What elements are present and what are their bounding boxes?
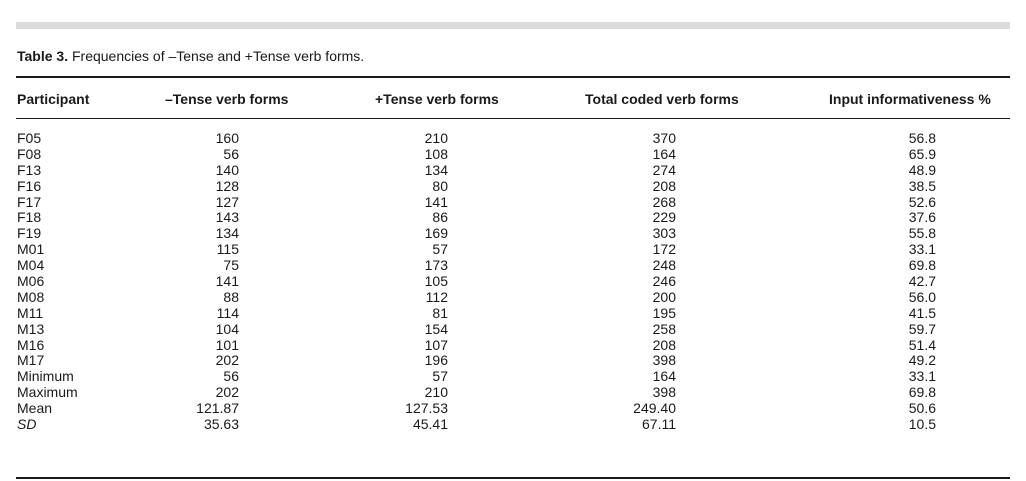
- cell-input-informativeness: 50.6: [908, 400, 936, 417]
- cell-input-informativeness: 33.1: [908, 241, 936, 258]
- cell-input-informativeness: 42.7: [908, 273, 936, 290]
- cell-total-coded: 398: [652, 352, 676, 369]
- cell-input-informativeness: 56.8: [908, 130, 936, 146]
- table-row: [0, 353, 1026, 369]
- table-row: [0, 147, 1026, 163]
- header-minus-tense: –Tense verb forms: [165, 91, 289, 107]
- cell-plus-tense: 105: [424, 273, 448, 290]
- cell-total-coded: 195: [652, 304, 676, 321]
- table-row: [0, 274, 1026, 290]
- table-row: [0, 401, 1026, 417]
- cell-minus-tense: 56: [223, 145, 239, 162]
- cell-plus-tense: 80: [432, 177, 448, 194]
- table-bottom-rule: [16, 477, 1010, 479]
- cell-total-coded: 200: [652, 288, 676, 305]
- table-caption-text: Frequencies of –Tense and +Tense verb forms.: [68, 48, 365, 64]
- table-row: [0, 369, 1026, 385]
- cell-plus-tense: 154: [424, 320, 448, 337]
- table-row: [0, 226, 1026, 242]
- cell-plus-tense: 210: [424, 130, 448, 146]
- cell-participant: Maximum: [17, 384, 78, 401]
- cell-input-informativeness: 56.0: [908, 288, 936, 305]
- cell-input-informativeness: 33.1: [908, 368, 936, 385]
- table-top-rule: [16, 76, 1010, 78]
- cell-participant: F13: [17, 161, 42, 178]
- cell-minus-tense: 75: [223, 257, 239, 274]
- cell-participant: F17: [17, 193, 42, 210]
- cell-plus-tense: 196: [424, 352, 448, 369]
- cell-plus-tense: 173: [424, 257, 448, 274]
- cell-minus-tense: 202: [215, 352, 239, 369]
- cell-minus-tense: 115: [216, 241, 239, 258]
- cell-total-coded: 172: [652, 241, 676, 258]
- header-plus-tense: +Tense verb forms: [375, 91, 499, 107]
- cell-total-coded: 208: [652, 177, 676, 194]
- cell-total-coded: 398: [652, 384, 676, 401]
- cell-plus-tense: 81: [432, 304, 448, 321]
- cell-participant: M11: [17, 304, 44, 321]
- table-row: [0, 306, 1026, 322]
- cell-input-informativeness: 65.9: [908, 145, 936, 162]
- cell-minus-tense: 141: [215, 273, 239, 290]
- cell-input-informativeness: 48.9: [908, 161, 936, 178]
- cell-participant: M01: [17, 241, 45, 258]
- cell-total-coded: 164: [652, 368, 676, 385]
- cell-total-coded: 274: [652, 161, 676, 178]
- cell-input-informativeness: 69.8: [908, 257, 936, 274]
- cell-participant: SD: [17, 416, 37, 433]
- table-row: [0, 210, 1026, 226]
- cell-minus-tense: 134: [215, 225, 239, 242]
- cell-input-informativeness: 55.8: [908, 225, 936, 242]
- cell-minus-tense: 56: [223, 368, 239, 385]
- cell-plus-tense: 57: [432, 241, 448, 258]
- cell-participant: M08: [17, 288, 45, 305]
- cell-input-informativeness: 51.4: [908, 336, 936, 353]
- header-participant: Participant: [17, 91, 90, 107]
- cell-plus-tense: 141: [424, 193, 448, 210]
- cell-input-informativeness: 37.6: [908, 209, 936, 226]
- cell-participant: M13: [17, 320, 45, 337]
- cell-minus-tense: 140: [215, 161, 239, 178]
- cell-plus-tense: 45.41: [412, 416, 448, 433]
- cell-input-informativeness: 38.5: [908, 177, 936, 194]
- cell-plus-tense: 210: [424, 384, 448, 401]
- cell-plus-tense: 107: [424, 336, 448, 353]
- cell-input-informativeness: 10.5: [908, 416, 936, 433]
- cell-plus-tense: 169: [424, 225, 448, 242]
- cell-total-coded: 164: [652, 145, 676, 162]
- cell-minus-tense: 104: [215, 320, 239, 337]
- table-row: [0, 385, 1026, 401]
- cell-minus-tense: 128: [215, 177, 239, 194]
- cell-participant: M04: [17, 257, 45, 274]
- header-total-coded: Total coded verb forms: [585, 91, 739, 107]
- cell-minus-tense: 160: [215, 130, 239, 146]
- cell-plus-tense: 134: [424, 161, 448, 178]
- cell-minus-tense: 88: [223, 288, 239, 305]
- cell-input-informativeness: 69.8: [908, 384, 936, 401]
- top-decorative-band: [16, 22, 1010, 29]
- cell-input-informativeness: 49.2: [908, 352, 936, 369]
- cell-total-coded: 249.40: [633, 400, 676, 417]
- table-row: [0, 417, 1026, 433]
- table-row: [0, 322, 1026, 338]
- cell-participant: Minimum: [17, 368, 74, 385]
- cell-total-coded: 208: [652, 336, 676, 353]
- table-row: [0, 163, 1026, 179]
- table-row: [0, 258, 1026, 274]
- cell-minus-tense: 101: [215, 336, 239, 353]
- cell-plus-tense: 127.53: [405, 400, 448, 417]
- cell-total-coded: 67.11: [642, 416, 676, 433]
- header-rule: [16, 118, 1010, 119]
- cell-plus-tense: 108: [424, 145, 448, 162]
- table-body: [0, 131, 1026, 433]
- cell-minus-tense: 114: [216, 304, 239, 321]
- cell-participant: F16: [17, 177, 42, 194]
- cell-participant: M16: [17, 336, 45, 353]
- table-row: [0, 131, 1026, 147]
- cell-participant: M06: [17, 273, 45, 290]
- table-row: [0, 179, 1026, 195]
- cell-plus-tense: 86: [432, 209, 448, 226]
- cell-participant: F08: [17, 145, 42, 162]
- cell-plus-tense: 112: [425, 288, 448, 305]
- cell-total-coded: 248: [652, 257, 676, 274]
- table-row: [0, 242, 1026, 258]
- cell-participant: F18: [17, 209, 42, 226]
- table-caption: [17, 48, 364, 64]
- cell-input-informativeness: 41.5: [908, 304, 936, 321]
- cell-total-coded: 370: [652, 130, 676, 146]
- cell-total-coded: 246: [652, 273, 676, 290]
- cell-total-coded: 229: [652, 209, 676, 226]
- cell-total-coded: 268: [652, 193, 676, 210]
- cell-minus-tense: 121.87: [196, 400, 239, 417]
- cell-minus-tense: 202: [215, 384, 239, 401]
- cell-participant: Mean: [17, 400, 53, 417]
- header-input-informativeness: Input informativeness %: [829, 91, 991, 107]
- cell-minus-tense: 143: [215, 209, 239, 226]
- table-row: [0, 338, 1026, 354]
- cell-participant: M17: [17, 352, 45, 369]
- cell-input-informativeness: 59.7: [908, 320, 936, 337]
- cell-input-informativeness: 52.6: [908, 193, 936, 210]
- table-row: [0, 290, 1026, 306]
- cell-plus-tense: 57: [432, 368, 448, 385]
- cell-participant: F19: [17, 225, 42, 242]
- cell-minus-tense: 35.63: [203, 416, 239, 433]
- cell-total-coded: 258: [652, 320, 676, 337]
- cell-participant: F05: [17, 130, 42, 146]
- cell-minus-tense: 127: [215, 193, 239, 210]
- table-row: [0, 195, 1026, 211]
- table-caption-label: Table 3.: [17, 48, 69, 64]
- cell-total-coded: 303: [652, 225, 676, 242]
